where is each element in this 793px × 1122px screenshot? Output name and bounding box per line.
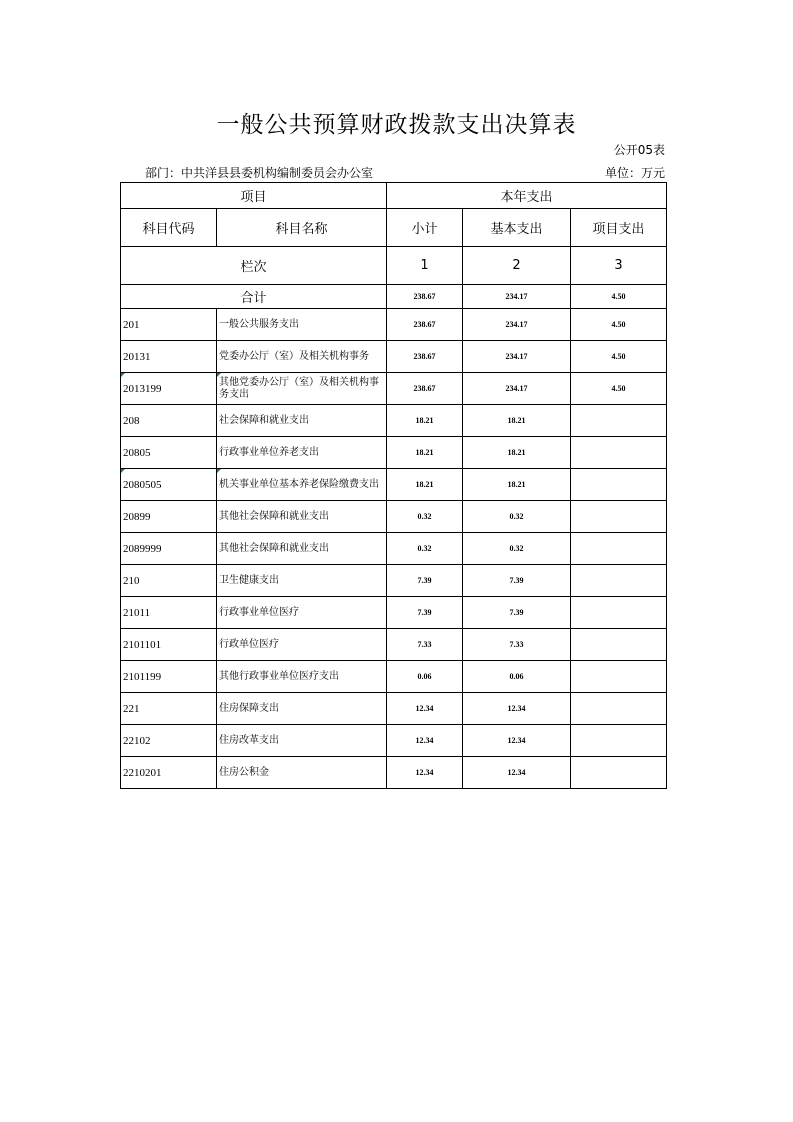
page-title: 一般公共预算财政拨款支出决算表 [216, 112, 577, 138]
subtotal-cell: 12.34 [387, 693, 463, 725]
subject-name-cell: 其他行政事业单位医疗支出 [217, 661, 387, 693]
header-col-3: 3 [571, 247, 667, 285]
basic-expense-cell: 0.32 [463, 533, 571, 565]
subject-code-cell: 2210201 [121, 757, 217, 789]
expense-table [120, 182, 667, 789]
basic-expense-cell: 234.17 [463, 341, 571, 373]
total-basic: 234.17 [463, 285, 571, 309]
project-expense-cell: 4.50 [571, 373, 667, 405]
table-row [121, 501, 667, 533]
subject-code-cell: 221 [121, 693, 217, 725]
table-row [121, 405, 667, 437]
subject-name-cell: 社会保障和就业支出 [217, 405, 387, 437]
header-item: 项目 [121, 183, 387, 209]
subject-code-cell: 20805 [121, 437, 217, 469]
subject-name-cell: 住房改革支出 [217, 725, 387, 757]
basic-expense-cell: 234.17 [463, 373, 571, 405]
project-expense-cell [571, 757, 667, 789]
subject-name-cell: 党委办公厅（室）及相关机构事务 [217, 341, 387, 373]
subject-name-cell: 住房公积金 [217, 757, 387, 789]
table-row [121, 629, 667, 661]
subject-name-cell: 一般公共服务支出 [217, 309, 387, 341]
project-expense-cell [571, 437, 667, 469]
header-column-index: 栏次 [121, 247, 387, 285]
subject-code-cell: 210 [121, 565, 217, 597]
subtotal-cell: 18.21 [387, 437, 463, 469]
subject-code-cell: 2089999 [121, 533, 217, 565]
subtotal-cell: 0.06 [387, 661, 463, 693]
basic-expense-cell: 18.21 [463, 405, 571, 437]
table-row [121, 597, 667, 629]
subject-code-cell: 22102 [121, 725, 217, 757]
subject-code-cell: 20899 [121, 501, 217, 533]
project-expense-cell [571, 469, 667, 501]
subtotal-cell: 7.39 [387, 597, 463, 629]
basic-expense-cell: 18.21 [463, 469, 571, 501]
subtotal-cell: 238.67 [387, 309, 463, 341]
project-expense-cell [571, 661, 667, 693]
basic-expense-cell: 7.39 [463, 565, 571, 597]
subject-name-cell: 行政事业单位养老支出 [217, 437, 387, 469]
total-subtotal: 238.67 [387, 285, 463, 309]
total-row [121, 285, 667, 309]
subject-code-cell: 2101199 [121, 661, 217, 693]
subject-code-cell: 201 [121, 309, 217, 341]
header-subject-name: 科目名称 [217, 209, 387, 247]
basic-expense-cell: 0.32 [463, 501, 571, 533]
table-row [121, 341, 667, 373]
subject-name-cell: 住房保障支出 [217, 693, 387, 725]
project-expense-cell [571, 501, 667, 533]
table-row [121, 725, 667, 757]
subtotal-cell: 12.34 [387, 757, 463, 789]
header-row-3 [121, 247, 667, 285]
subtotal-cell: 7.33 [387, 629, 463, 661]
subtotal-cell: 7.39 [387, 565, 463, 597]
subject-name-cell: 其他社会保障和就业支出 [217, 533, 387, 565]
table-row [121, 533, 667, 565]
subject-code-cell: 21011 [121, 597, 217, 629]
form-number: 公开05表 [613, 143, 665, 157]
subject-name-cell: 其他社会保障和就业支出 [217, 501, 387, 533]
basic-expense-cell: 12.34 [463, 725, 571, 757]
subject-code-cell: 208 [121, 405, 217, 437]
basic-expense-cell: 12.34 [463, 693, 571, 725]
subject-code-cell: 2013199 [121, 373, 217, 405]
project-expense-cell [571, 565, 667, 597]
header-col-2: 2 [463, 247, 571, 285]
subtotal-cell: 18.21 [387, 469, 463, 501]
table-row [121, 437, 667, 469]
project-expense-cell: 4.50 [571, 341, 667, 373]
total-project: 4.50 [571, 285, 667, 309]
project-expense-cell [571, 405, 667, 437]
project-expense-cell [571, 693, 667, 725]
subject-name-cell: 行政单位医疗 [217, 629, 387, 661]
basic-expense-cell: 234.17 [463, 309, 571, 341]
project-expense-cell [571, 597, 667, 629]
table-row [121, 309, 667, 341]
project-expense-cell [571, 533, 667, 565]
subject-name-cell: 行政事业单位医疗 [217, 597, 387, 629]
subject-code-cell: 2101101 [121, 629, 217, 661]
header-current-year-expense: 本年支出 [387, 183, 667, 209]
basic-expense-cell: 12.34 [463, 757, 571, 789]
header-row-2 [121, 209, 667, 247]
subject-name-cell: 其他党委办公厅（室）及相关机构事务支出 [217, 373, 387, 405]
department-label: 部门：中共洋县县委机构编制委员会办公室 [145, 166, 374, 180]
basic-expense-cell: 18.21 [463, 437, 571, 469]
subject-name-cell: 机关事业单位基本养老保险缴费支出 [217, 469, 387, 501]
subtotal-cell: 238.67 [387, 341, 463, 373]
table-row [121, 565, 667, 597]
header-project-expense: 项目支出 [571, 209, 667, 247]
total-label: 合计 [121, 285, 387, 309]
project-expense-cell [571, 725, 667, 757]
table-row [121, 693, 667, 725]
table-row [121, 373, 667, 405]
table-row [121, 757, 667, 789]
header-subtotal: 小计 [387, 209, 463, 247]
table-row [121, 661, 667, 693]
header-col-1: 1 [387, 247, 463, 285]
basic-expense-cell: 0.06 [463, 661, 571, 693]
unit-label: 单位：万元 [604, 166, 665, 180]
subject-code-cell: 2080505 [121, 469, 217, 501]
subtotal-cell: 0.32 [387, 501, 463, 533]
header-row-1 [121, 183, 667, 209]
subtotal-cell: 0.32 [387, 533, 463, 565]
header-subject-code: 科目代码 [121, 209, 217, 247]
basic-expense-cell: 7.39 [463, 597, 571, 629]
header-basic-expense: 基本支出 [463, 209, 571, 247]
subject-name-cell: 卫生健康支出 [217, 565, 387, 597]
subtotal-cell: 18.21 [387, 405, 463, 437]
subtotal-cell: 238.67 [387, 373, 463, 405]
subject-code-cell: 20131 [121, 341, 217, 373]
project-expense-cell: 4.50 [571, 309, 667, 341]
table-row [121, 469, 667, 501]
basic-expense-cell: 7.33 [463, 629, 571, 661]
subtotal-cell: 12.34 [387, 725, 463, 757]
project-expense-cell [571, 629, 667, 661]
